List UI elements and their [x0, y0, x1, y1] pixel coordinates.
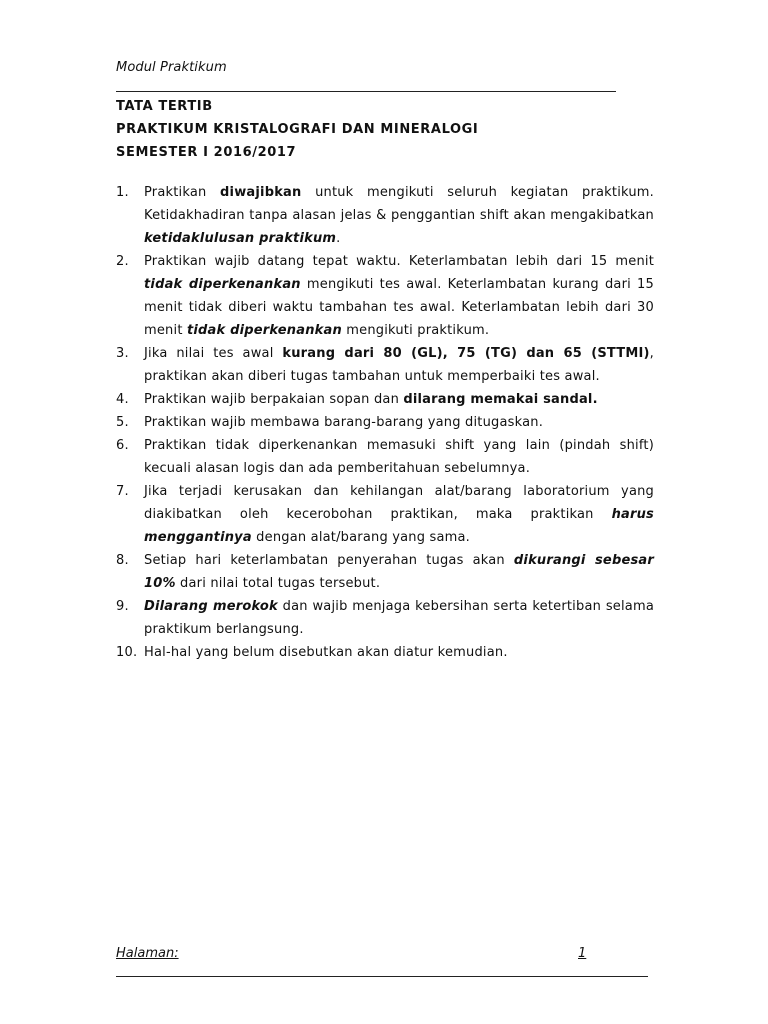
- plain-text: dengan alat/barang yang sama.: [251, 530, 471, 545]
- bold-italic-text: [144, 231, 336, 246]
- title-semester: SEMESTER I 2016/2017: [116, 145, 297, 160]
- title-heading: TATA TERTIB: [116, 99, 213, 114]
- plain-text: mengikuti tes awal. Keterlambatan kurang dari 15 menit tidak diberi waktu tambahan tes awal. Keterlambatan lebih dari 30 menit: [144, 277, 654, 338]
- emphasis-text: harus menggantinya: [144, 507, 654, 545]
- list-item-text: [144, 346, 654, 384]
- list-item: [116, 641, 654, 664]
- footer-page-number: 1: [578, 946, 587, 961]
- list-item: [116, 250, 654, 342]
- rules-list: [116, 181, 654, 664]
- list-item: [116, 342, 654, 388]
- list-item-number: 9.: [116, 599, 129, 614]
- bold-italic-text: [187, 323, 342, 338]
- list-item-number: 5.: [116, 415, 129, 430]
- plain-text: Praktikan tidak diperkenankan memasuki shift yang lain (pindah shift) kecuali alasan logis dan ada pemberitahuan sebelumnya.: [144, 438, 654, 476]
- plain-text: untuk mengikuti seluruh kegiatan praktikum. Ketidakhadiran tanpa alasan jelas & penggantian shift akan mengakibatkan: [144, 185, 654, 223]
- plain-text: dari nilai total tugas tersebut.: [175, 576, 381, 591]
- list-item: [116, 181, 654, 250]
- plain-text: Jika terjadi kerusakan dan kehilangan alat/barang laboratorium yang diakibatkan oleh kecerobohan praktikan, maka praktikan: [144, 484, 654, 522]
- list-item-text: [144, 553, 654, 591]
- plain-text: .: [336, 231, 341, 246]
- header-divider: [116, 91, 616, 92]
- plain-text: dan wajib menjaga kebersihan serta ketertiban selama praktikum berlangsung.: [144, 599, 654, 637]
- list-item-text: [144, 185, 654, 246]
- emphasis-text: tidak diperkenankan: [144, 277, 301, 292]
- list-item-text: [144, 599, 654, 637]
- list-item-number: 1.: [116, 185, 129, 200]
- list-item: [116, 480, 654, 549]
- bold-italic-text: [144, 277, 301, 292]
- list-item: [116, 549, 654, 595]
- title-course: PRAKTIKUM KRISTALOGRAFI DAN MINERALOGI: [116, 122, 479, 137]
- list-item: [116, 388, 654, 411]
- emphasis-text: tidak diperkenankan: [186, 323, 342, 338]
- list-item-text: [144, 645, 508, 660]
- list-item-text: [144, 254, 654, 338]
- list-item: [116, 411, 654, 434]
- list-item: [116, 595, 654, 641]
- bold-italic-text: [144, 599, 278, 614]
- title-block: [116, 95, 656, 164]
- list-item-number: 4.: [116, 392, 129, 407]
- list-item-text: [144, 438, 654, 476]
- plain-text: Setiap hari keterlambatan penyerahan tugas akan: [144, 553, 514, 568]
- plain-text: Hal-hal yang belum disebutkan akan diatur kemudian.: [144, 645, 508, 660]
- bold-text: kurang dari 80 (GL), 75 (TG) dan 65 (STTMI): [282, 346, 650, 361]
- plain-text: Praktikan wajib membawa barang-barang yang ditugaskan.: [144, 415, 544, 430]
- footer-divider: [116, 976, 648, 977]
- list-item-text: [144, 392, 598, 407]
- plain-text: , praktikan akan diberi tugas tambahan untuk memperbaiki tes awal.: [144, 346, 654, 384]
- list-item-number: 6.: [116, 438, 129, 453]
- list-item-number: 8.: [116, 553, 129, 568]
- list-item-number: 2.: [116, 254, 129, 269]
- list-item-text: [144, 415, 543, 430]
- list-item-number: 7.: [116, 484, 129, 499]
- bold-text: dilarang memakai sandal.: [403, 392, 598, 407]
- footer-page-label: Halaman:: [116, 946, 179, 961]
- plain-text: mengikuti praktikum.: [341, 323, 490, 338]
- list-item-number: 10.: [116, 645, 138, 660]
- plain-text: Praktikan wajib berpakaian sopan dan: [144, 392, 404, 407]
- emphasis-text: ketidaklulusan praktikum: [144, 231, 337, 246]
- list-item-text: [144, 484, 654, 545]
- plain-text: Jika nilai tes awal: [144, 346, 283, 361]
- module-label: Modul Praktikum: [116, 60, 227, 75]
- list-item: [116, 434, 654, 480]
- plain-text: Praktikan: [144, 185, 221, 200]
- bold-text: diwajibkan: [220, 185, 302, 200]
- plain-text: Praktikan wajib datang tepat waktu. Keterlambatan lebih dari 15 menit: [144, 254, 654, 269]
- emphasis-text: dikurangi sebesar 10%: [144, 553, 654, 591]
- list-item-number: 3.: [116, 346, 129, 361]
- emphasis-text: Dilarang merokok: [144, 599, 278, 614]
